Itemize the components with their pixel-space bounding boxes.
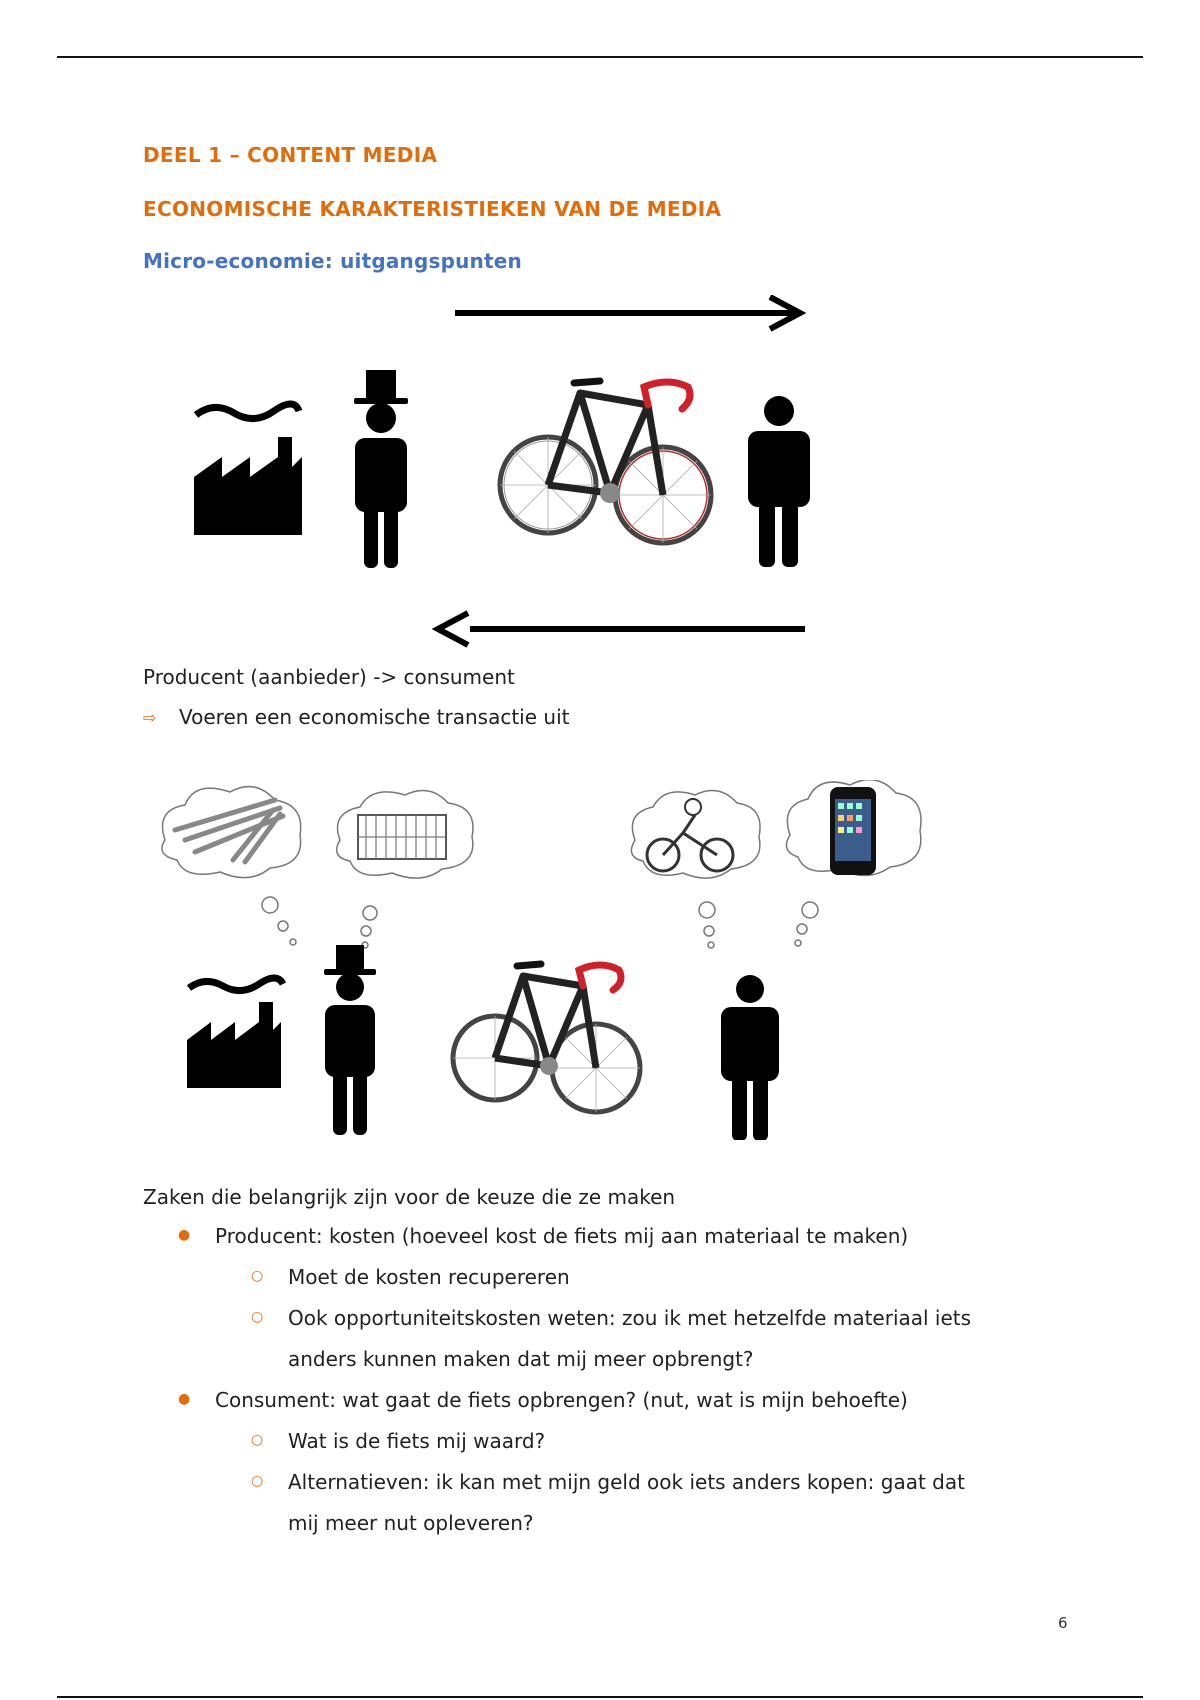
arrow-bullet-icon: ⇨ bbox=[143, 708, 157, 727]
header-rule bbox=[57, 56, 1143, 58]
cyclist-thought-icon bbox=[631, 791, 760, 949]
sub-bullet-circle-icon: ○ bbox=[251, 1309, 264, 1325]
transaction-figure bbox=[180, 295, 900, 655]
sub-bullet-circle-icon: ○ bbox=[251, 1473, 264, 1489]
consumer-person-icon bbox=[721, 975, 779, 1140]
arrow-right-icon bbox=[455, 297, 800, 329]
bullet-producent: Producent: kosten (hoeveel kost de fiets mij aan materiaal te maken) bbox=[215, 1224, 909, 1248]
phone-thought-icon bbox=[786, 780, 921, 946]
section-heading-deel1: DEEL 1 – CONTENT MEDIA bbox=[143, 143, 438, 167]
sub-item-waard: Wat is de fiets mij waard? bbox=[288, 1429, 546, 1453]
sub-item-alternatieven: Alternatieven: ik kan met mijn geld ook iets anders kopen: gaat dat bbox=[288, 1470, 965, 1494]
footer-rule bbox=[57, 1696, 1143, 1698]
gate-thought-icon bbox=[337, 791, 473, 949]
producer-top-hat-icon bbox=[354, 370, 408, 568]
sub-item-recupereren: Moet de kosten recupereren bbox=[288, 1265, 570, 1289]
bullet-dot-icon: ● bbox=[178, 1227, 191, 1243]
producer-consumer-line: Producent (aanbieder) -> consument bbox=[143, 665, 515, 689]
arrow-left-icon bbox=[438, 613, 805, 645]
factory-icon bbox=[187, 978, 283, 1088]
choice-figure bbox=[155, 780, 945, 1140]
bicycle-icon bbox=[500, 381, 711, 543]
sub-item-alternatieven-cont: mij meer nut opleveren? bbox=[288, 1511, 534, 1535]
page-number: 6 bbox=[1058, 1614, 1068, 1632]
subheading-micro-economie: Micro-economie: uitgangspunten bbox=[143, 249, 522, 273]
sub-bullet-circle-icon: ○ bbox=[251, 1268, 264, 1284]
sub-item-opportuniteitskosten-cont: anders kunnen maken dat mij meer opbrengt? bbox=[288, 1347, 754, 1371]
chapter-heading: ECONOMISCHE KARAKTERISTIEKEN VAN DE MEDIA bbox=[143, 197, 722, 221]
choice-intro: Zaken die belangrijk zijn voor de keuze die ze maken bbox=[143, 1185, 676, 1209]
transaction-item: Voeren een economische transactie uit bbox=[179, 705, 570, 729]
sub-item-opportuniteitskosten: Ook opportuniteitskosten weten: zou ik met hetzelfde materiaal iets bbox=[288, 1306, 972, 1330]
factory-icon bbox=[194, 404, 302, 535]
bullet-consument: Consument: wat gaat de fiets opbrengen? (nut, wat is mijn behoefte) bbox=[215, 1388, 908, 1412]
bicycle-icon bbox=[453, 964, 640, 1112]
consumer-person-icon bbox=[748, 396, 810, 567]
bullet-dot-icon: ● bbox=[178, 1391, 191, 1407]
steel-bars-thought-icon bbox=[162, 787, 301, 945]
sub-bullet-circle-icon: ○ bbox=[251, 1432, 264, 1448]
producer-top-hat-icon bbox=[324, 945, 376, 1135]
